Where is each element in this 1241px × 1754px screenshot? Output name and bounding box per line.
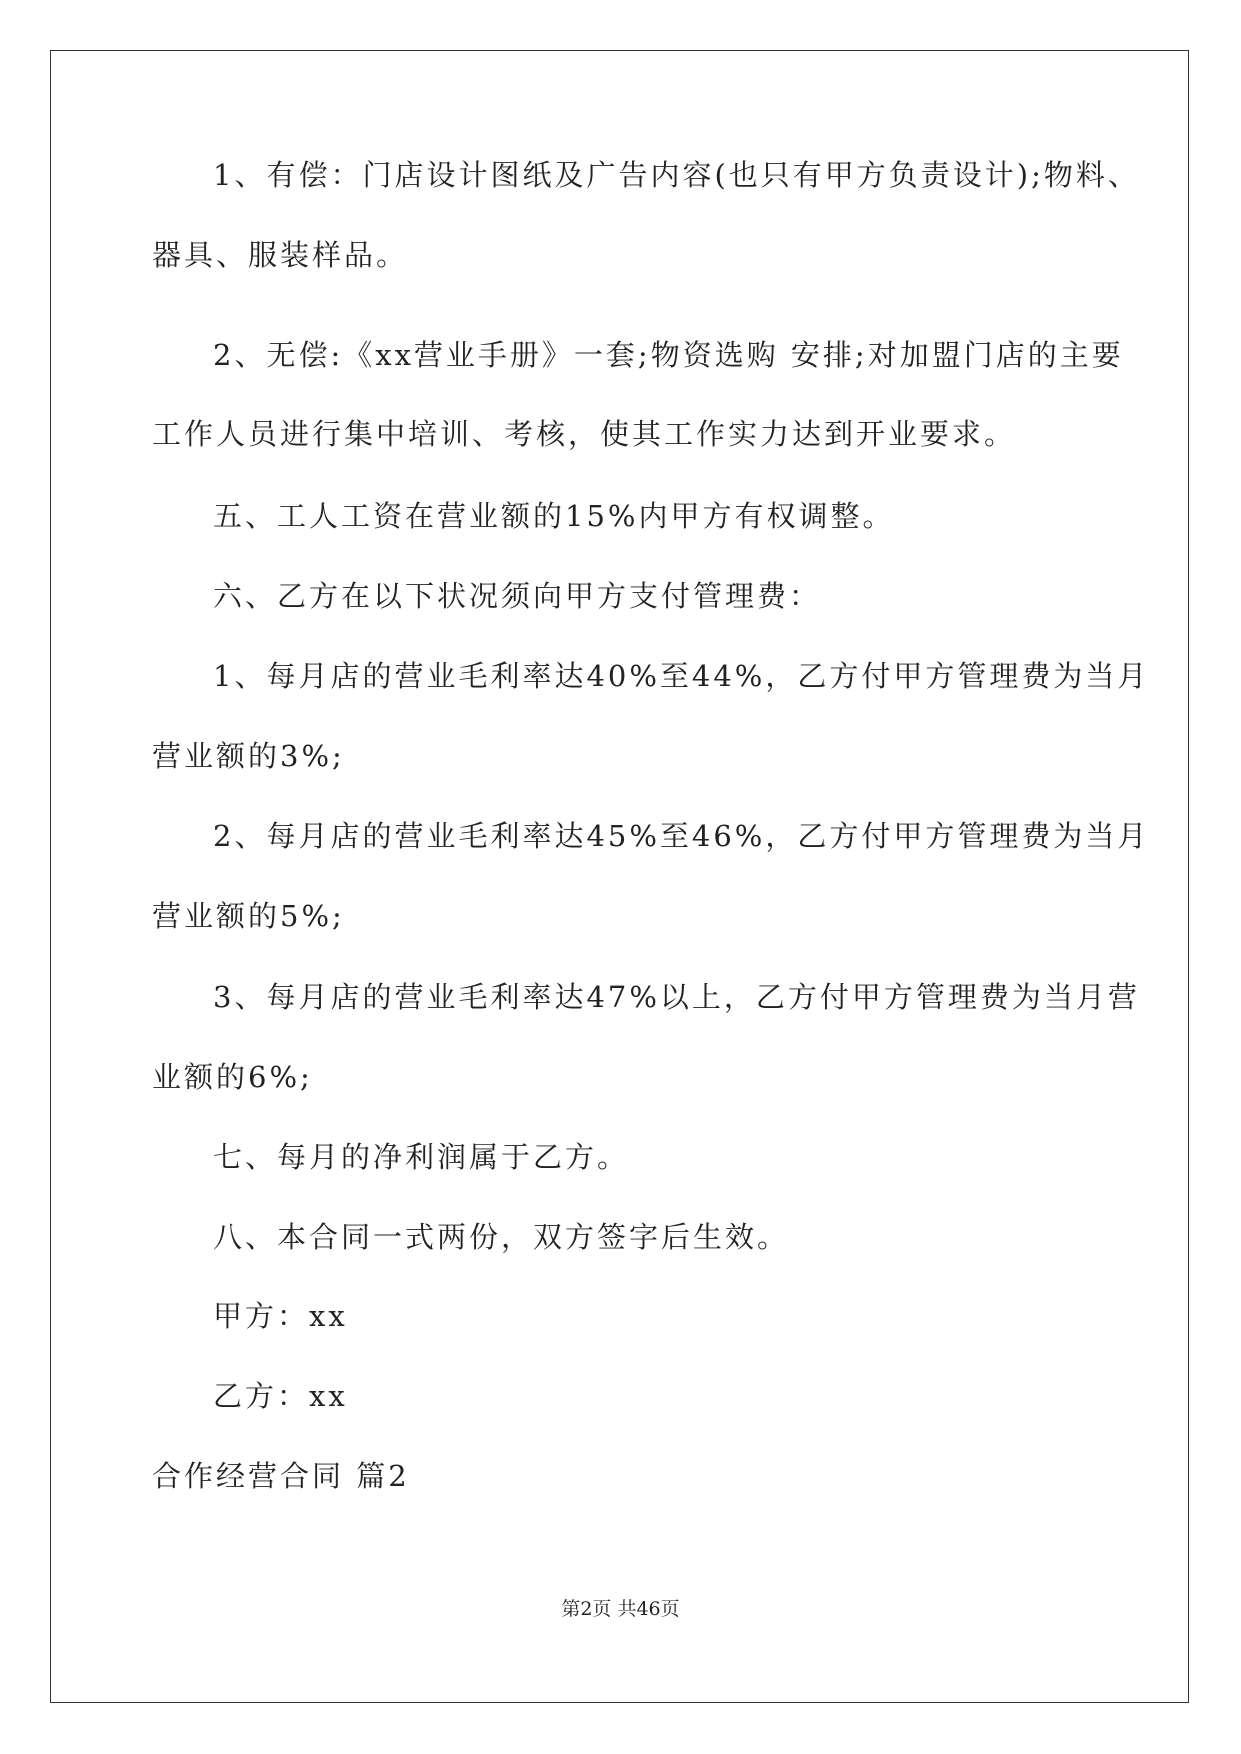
text-line: 器具、服装样品。 bbox=[152, 238, 409, 272]
text-line: 营业额的5%; bbox=[152, 899, 345, 933]
section-heading: 合作经营合同 篇2 bbox=[152, 1459, 410, 1493]
signature-party-b: 乙方：xx bbox=[213, 1379, 348, 1413]
text-line: 1、有偿：门店设计图纸及广告内容(也只有甲方负责设计);物料、 bbox=[213, 158, 1140, 192]
text-line: 六、乙方在以下状况须向甲方支付管理费： bbox=[213, 579, 822, 613]
text-line: 2、每月店的营业毛利率达45%至46%，乙方付甲方管理费为当月 bbox=[213, 819, 1150, 853]
text-line: 业额的6%; bbox=[152, 1060, 313, 1094]
text-line: 3、每月店的营业毛利率达47%以上，乙方付甲方管理费为当月营 bbox=[213, 980, 1140, 1014]
text-line: 2、无偿:《xx营业手册》一套;物资选购 安排;对加盟门店的主要 bbox=[213, 338, 1124, 372]
page-number-footer: 第2页 共46页 bbox=[561, 1598, 680, 1620]
text-line: 七、每月的净利润属于乙方。 bbox=[213, 1140, 630, 1174]
text-line: 营业额的3%; bbox=[152, 739, 345, 773]
text-line: 五、工人工资在营业额的15%内甲方有权调整。 bbox=[213, 499, 895, 533]
text-line: 1、每月店的营业毛利率达40%至44%，乙方付甲方管理费为当月 bbox=[213, 659, 1150, 693]
text-line: 八、本合同一式两份，双方签字后生效。 bbox=[213, 1220, 790, 1254]
text-line: 工作人员进行集中培训、考核，使其工作实力达到开业要求。 bbox=[152, 417, 1017, 451]
signature-party-a: 甲方：xx bbox=[213, 1299, 348, 1333]
